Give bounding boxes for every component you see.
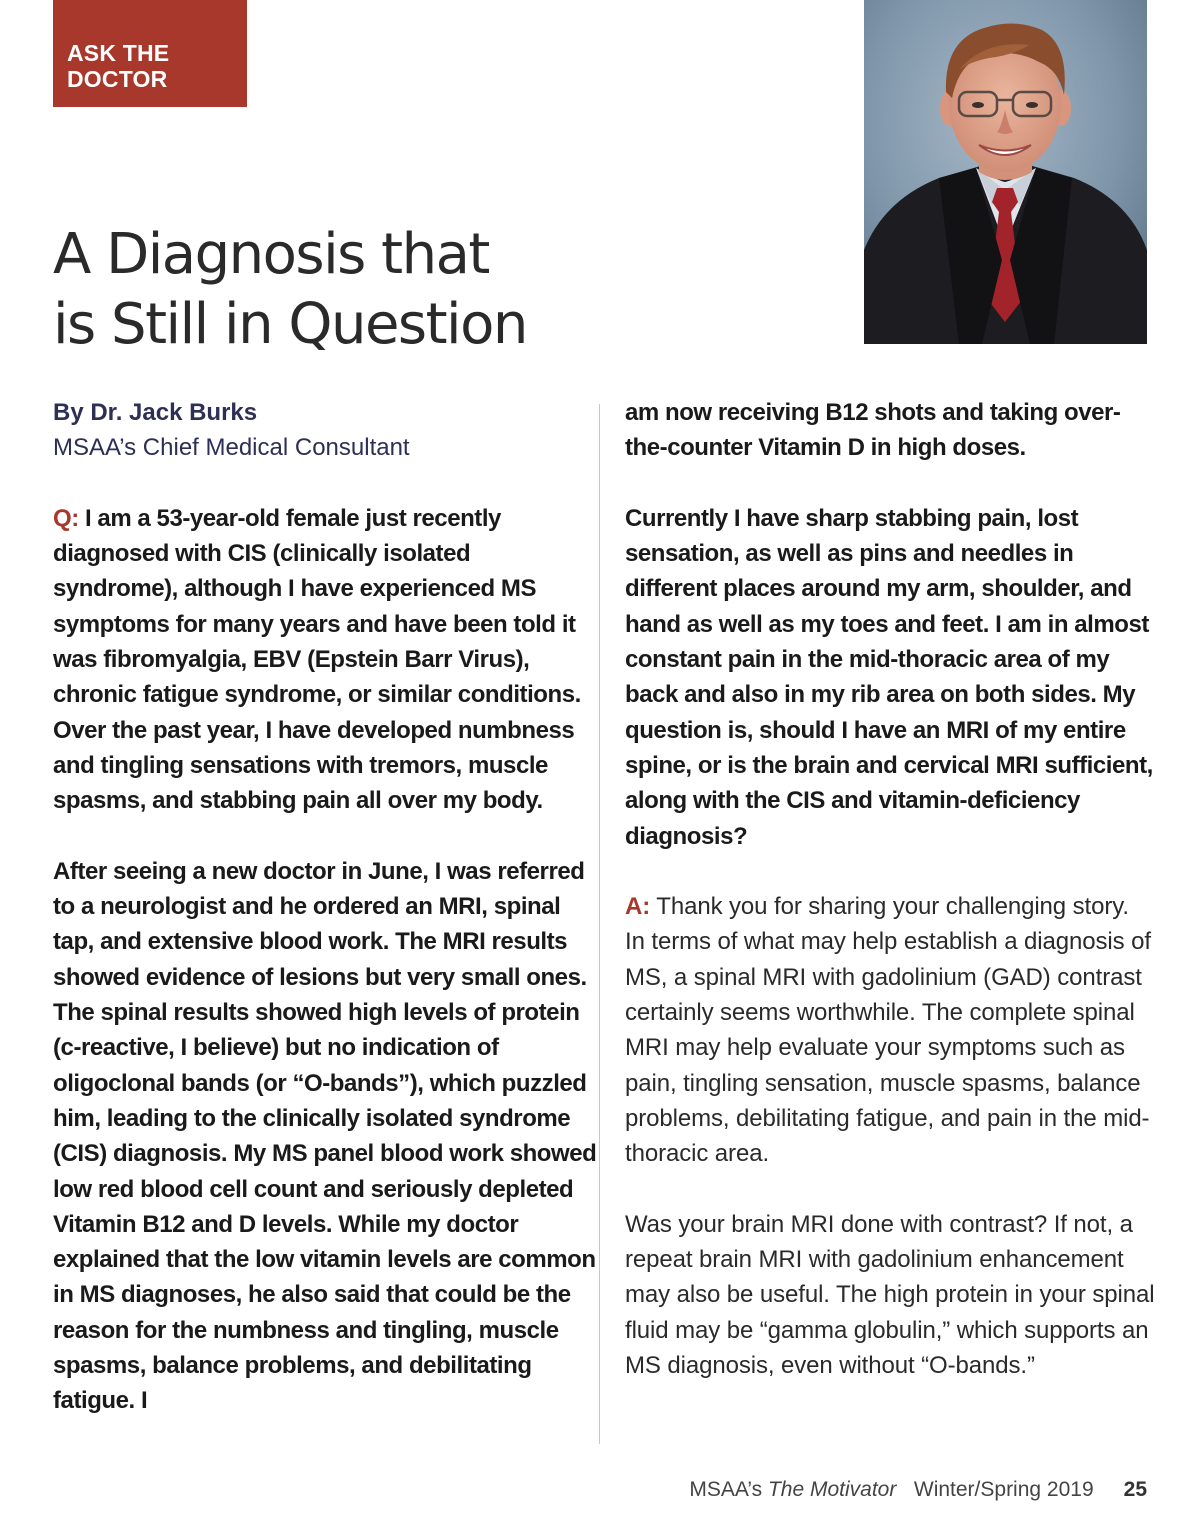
author-portrait (864, 0, 1147, 344)
issue-label: Winter/Spring 2019 (913, 1478, 1094, 1501)
headline-line1: A Diagnosis that (53, 222, 489, 287)
question-text: I am a 53-year-old female just recently diagnosed with CIS (clinically isolated syndrome), although I have experienced MS symptoms for many years and have been told it was fibromyalgia, EBV (Epstein Barr Virus), chronic fatigue syndrome, or similar conditions. Over the past year, I have developed numbness and tingling sensations with tremors, muscle spasms, and stabbing pain all over my body. (53, 504, 581, 815)
publication-name: The Motivator (767, 1478, 897, 1501)
answer-text: Thank you for sharing your challenging story. In terms of what may help establish a diagnosis of MS, a spinal MRI with gadolinium (GAD) contrast certainly seems worthwhile. The complete spinal MRI may help evaluate your symptoms such as pain, tingling sensation, muscle spasms, balance problems, debilitating fatigue, and pain in the mid-thoracic area. (625, 893, 1151, 1168)
question-marker: Q: (53, 504, 79, 532)
portrait-illustration-icon (864, 0, 1147, 344)
article-column-left (53, 395, 598, 1419)
page-number: 25 (1123, 1478, 1147, 1501)
question-paragraph: After seeing a new doctor in June, I was referred to a neurologist and he ordered an MRI, spinal tap, and extensive blood work. The MRI results showed evidence of lesions but very small ones. The spinal results showed high levels of protein (c-reactive, I believe) but no indication of oligoclonal bands (or “O-bands”), which puzzled him, leading to the clinically isolated syndrome (CIS) diagnosis. My MS panel blood work showed low red blood cell count and seriously depleted Vitamin B12 and D levels. While my doctor explained that the low vitamin levels are common in MS diagnoses, he also said that could be the reason for the numbness and tingling, muscle spasms, balance problems, and debilitating fatigue. I (53, 857, 597, 1415)
footer-prefix: MSAA’s (689, 1478, 768, 1501)
author-role: MSAA’s Chief Medical Consultant (53, 434, 410, 462)
question-paragraph: am now receiving B12 shots and taking over-the-counter Vitamin D in high doses. (625, 399, 1121, 462)
answer-paragraph: Was your brain MRI done with contrast? If not, a repeat brain MRI with gadolinium enhancement may also be useful. The high protein in your spinal fluid may be “gamma globulin,” which supports an MS diagnosis, even without “O-bands.” (625, 1210, 1155, 1380)
page-footer (689, 1478, 1147, 1502)
question-paragraph: Currently I have sharp stabbing pain, lost sensation, as well as pins and needles in different places around my arm, shoulder, and hand as well as my toes and feet. I am in almost constant pain in the mid-thoracic area of my back and also in my rib area on both sides. My question is, should I have an MRI of my entire spine, or is the brain and cervical MRI sufficient, along with the CIS and vitamin-deficiency diagnosis? (625, 504, 1153, 850)
article-headline (53, 220, 753, 360)
section-tag-line2: DOCTOR (67, 66, 168, 92)
section-tag-line1: ASK THE (67, 40, 170, 66)
answer-paragraph (625, 889, 1155, 1171)
column-divider (599, 404, 600, 1444)
author-byline: By Dr. Jack Burks (53, 399, 258, 426)
question-paragraph (53, 501, 598, 819)
answer-marker: A: (625, 893, 651, 921)
headline-line2: is Still in Question (53, 292, 527, 357)
section-tag (53, 0, 247, 107)
article-column-right (625, 395, 1155, 1383)
